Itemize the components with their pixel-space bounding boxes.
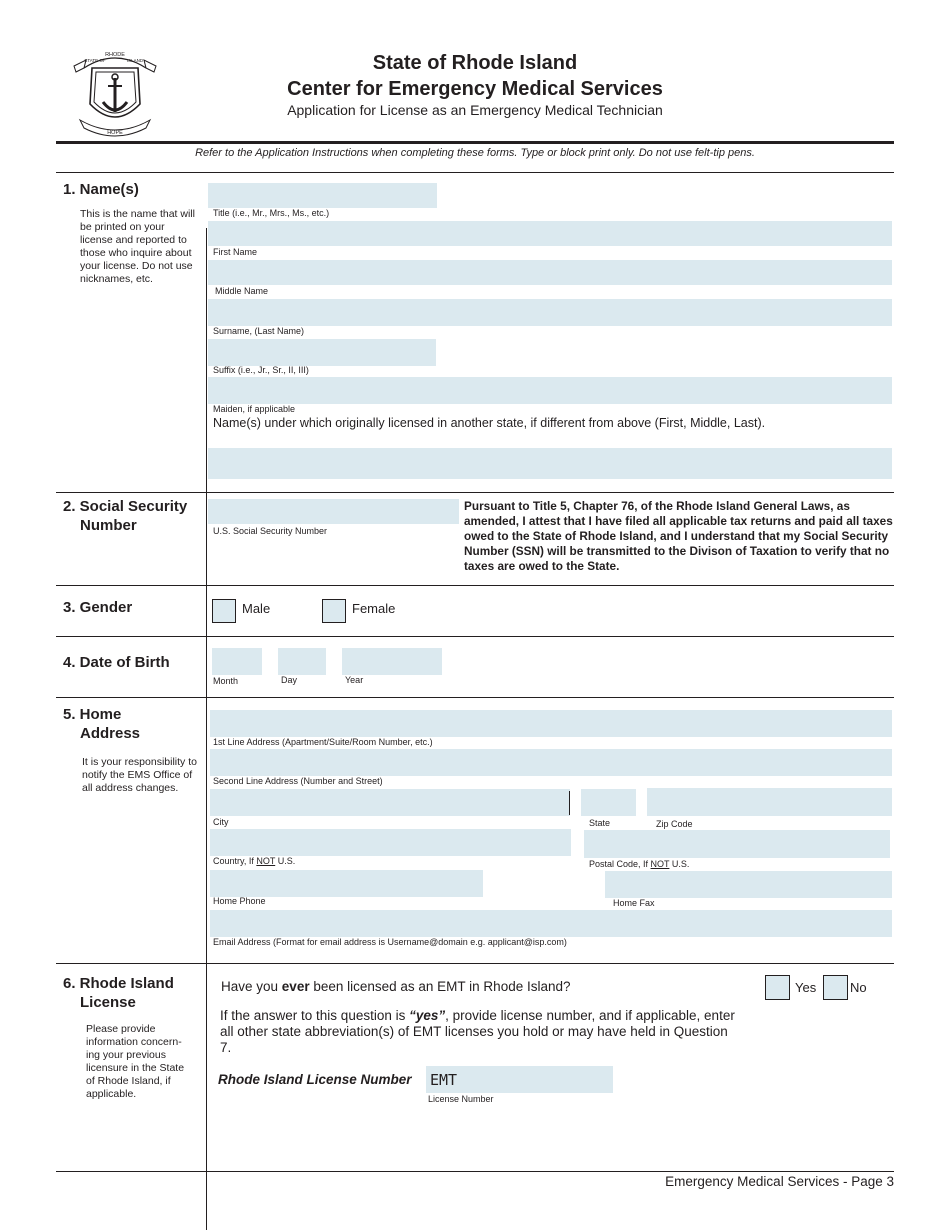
column-divider bbox=[206, 228, 207, 1230]
license-number-value: EMT bbox=[430, 1071, 458, 1089]
birth-month-field[interactable] bbox=[212, 648, 262, 675]
state-label: State bbox=[589, 818, 611, 828]
suffix-label: Suffix (i.e., Jr., Sr., II, III) bbox=[213, 365, 309, 375]
home-phone-field[interactable] bbox=[210, 870, 483, 897]
header-rule bbox=[56, 141, 894, 144]
title-field[interactable] bbox=[208, 183, 437, 208]
header-subtitle: Application for License as an Emergency Medical Technician bbox=[287, 102, 663, 118]
no-label: No bbox=[850, 980, 867, 995]
postal-code-label: Postal Code, If NOT U.S. bbox=[589, 859, 690, 869]
maiden-name-field[interactable] bbox=[208, 377, 892, 404]
section5-rule bbox=[56, 963, 894, 964]
license-number-field[interactable] bbox=[426, 1066, 613, 1093]
female-label: Female bbox=[352, 601, 396, 616]
country-label: Country, If NOT U.S. bbox=[213, 856, 296, 866]
birth-year-field[interactable] bbox=[342, 648, 442, 675]
section1-rule bbox=[56, 492, 894, 493]
email-label: Email Address (Format for email address is Username@domain e.g. applicant@isp.com) bbox=[213, 937, 567, 947]
svg-text:RHODE: RHODE bbox=[105, 52, 125, 58]
surname-field[interactable] bbox=[208, 299, 892, 326]
footer-page-number: Emergency Medical Services - Page 3 bbox=[665, 1174, 894, 1189]
suffix-field[interactable] bbox=[208, 339, 436, 366]
footer-rule bbox=[56, 1171, 894, 1172]
surname-label: Surname, (Last Name) bbox=[213, 326, 305, 336]
original-names-text: Name(s) under which originally licensed in another state, if different from above (First, Middle, Last). bbox=[213, 416, 766, 430]
section2-title: 2. Social Security bbox=[63, 498, 188, 515]
license-number-label: License Number bbox=[428, 1094, 494, 1104]
country-field[interactable] bbox=[210, 829, 571, 856]
section3-title: 3. Gender bbox=[63, 599, 133, 616]
section6-description: Please provide information concern-ing your previous licensure in the State of Rhode Island, if applicable. bbox=[86, 1023, 185, 1100]
section5-description: It is your responsibility to notify the EMS Office of all address changes. bbox=[82, 756, 197, 794]
birth-month-label: Month bbox=[213, 676, 239, 686]
yes-label: Yes bbox=[795, 980, 817, 995]
state-field[interactable] bbox=[581, 789, 636, 816]
svg-text:HOPE: HOPE bbox=[107, 130, 123, 136]
original-names-field[interactable] bbox=[208, 448, 892, 479]
ri-license-number-label: Rhode Island License Number bbox=[218, 1072, 412, 1087]
address-line2-field[interactable] bbox=[210, 749, 892, 776]
if-yes-instructions: If the answer to this question is “yes”, provide license number, and if applicable, enter all other state abbreviation(s) of EMT licenses you hold or may have held in Question 7. bbox=[220, 1008, 735, 1055]
ssn-label: U.S. Social Security Number bbox=[213, 526, 328, 536]
tax-attestation-text: Pursuant to Title 5, Chapter 76, of the Rhode Island General Laws, as amended, I attest that I have filed all applicable tax returns and paid all taxes owed to the State of Rhode Island, and I understand that my Social Security Number (SSN) will be transmitted to the Divison of Taxation to verify that no taxes are owed to the State. bbox=[464, 499, 893, 573]
first-name-label: First Name bbox=[213, 247, 258, 257]
home-fax-field[interactable] bbox=[605, 871, 892, 898]
header-title-state: State of Rhode Island bbox=[372, 52, 578, 74]
svg-text:ISLAND: ISLAND bbox=[126, 58, 144, 63]
female-checkbox[interactable] bbox=[322, 599, 346, 623]
email-field[interactable] bbox=[210, 910, 892, 937]
birth-day-label: Day bbox=[281, 675, 298, 685]
svg-text:STATE OF: STATE OF bbox=[84, 58, 106, 63]
section2-title-line2: Number bbox=[80, 517, 137, 534]
section5-title: 5. Home bbox=[63, 706, 122, 723]
ever-licensed-question: Have you ever been licensed as an EMT in Rhode Island? bbox=[221, 979, 571, 994]
address-line1-field[interactable] bbox=[210, 710, 892, 737]
home-fax-label: Home Fax bbox=[613, 898, 655, 908]
maiden-name-label: Maiden, if applicable bbox=[213, 404, 296, 414]
section4-rule bbox=[56, 697, 894, 698]
zip-code-label: Zip Code bbox=[656, 819, 693, 829]
header-title-center: Center for Emergency Medical Services bbox=[287, 78, 663, 100]
section1-description: This is the name that will be printed on your license and reported to those who inquire about your license. Do not use nicknames, etc. bbox=[80, 208, 195, 285]
address-line2-label: Second Line Address (Number and Street) bbox=[213, 776, 383, 786]
middle-name-label: Middle Name bbox=[215, 286, 269, 296]
address-line1-label: 1st Line Address (Apartment/Suite/Room Number, etc.) bbox=[213, 737, 433, 747]
birth-year-label: Year bbox=[345, 675, 364, 685]
city-field[interactable] bbox=[210, 789, 570, 816]
first-name-field[interactable] bbox=[208, 221, 892, 246]
section2-rule bbox=[56, 585, 894, 586]
section6-title: 6. Rhode Island bbox=[63, 975, 174, 992]
postal-code-field[interactable] bbox=[584, 830, 890, 858]
yes-checkbox[interactable] bbox=[765, 975, 790, 1000]
male-checkbox[interactable] bbox=[212, 599, 236, 623]
instructions-rule bbox=[56, 172, 894, 173]
title-field-label: Title (i.e., Mr., Mrs., Ms., etc.) bbox=[213, 208, 330, 218]
section3-rule bbox=[56, 636, 894, 637]
city-label: City bbox=[213, 817, 229, 827]
section6-title-line2: License bbox=[80, 994, 136, 1011]
instructions-text: Refer to the Application Instructions when completing these forms. Type or block print only. Do not use felt-tip pens. bbox=[195, 147, 755, 159]
section1-title: 1. Name(s) bbox=[63, 181, 139, 198]
zip-code-field[interactable] bbox=[647, 788, 892, 816]
home-phone-label: Home Phone bbox=[213, 896, 266, 906]
male-label: Male bbox=[242, 601, 271, 616]
section4-title: 4. Date of Birth bbox=[63, 654, 170, 671]
birth-day-field[interactable] bbox=[278, 648, 326, 675]
ssn-field[interactable] bbox=[208, 499, 459, 524]
city-field-edge bbox=[569, 791, 570, 815]
section5-title-line2: Address bbox=[80, 725, 141, 742]
no-checkbox[interactable] bbox=[823, 975, 848, 1000]
middle-name-field[interactable] bbox=[208, 260, 892, 285]
